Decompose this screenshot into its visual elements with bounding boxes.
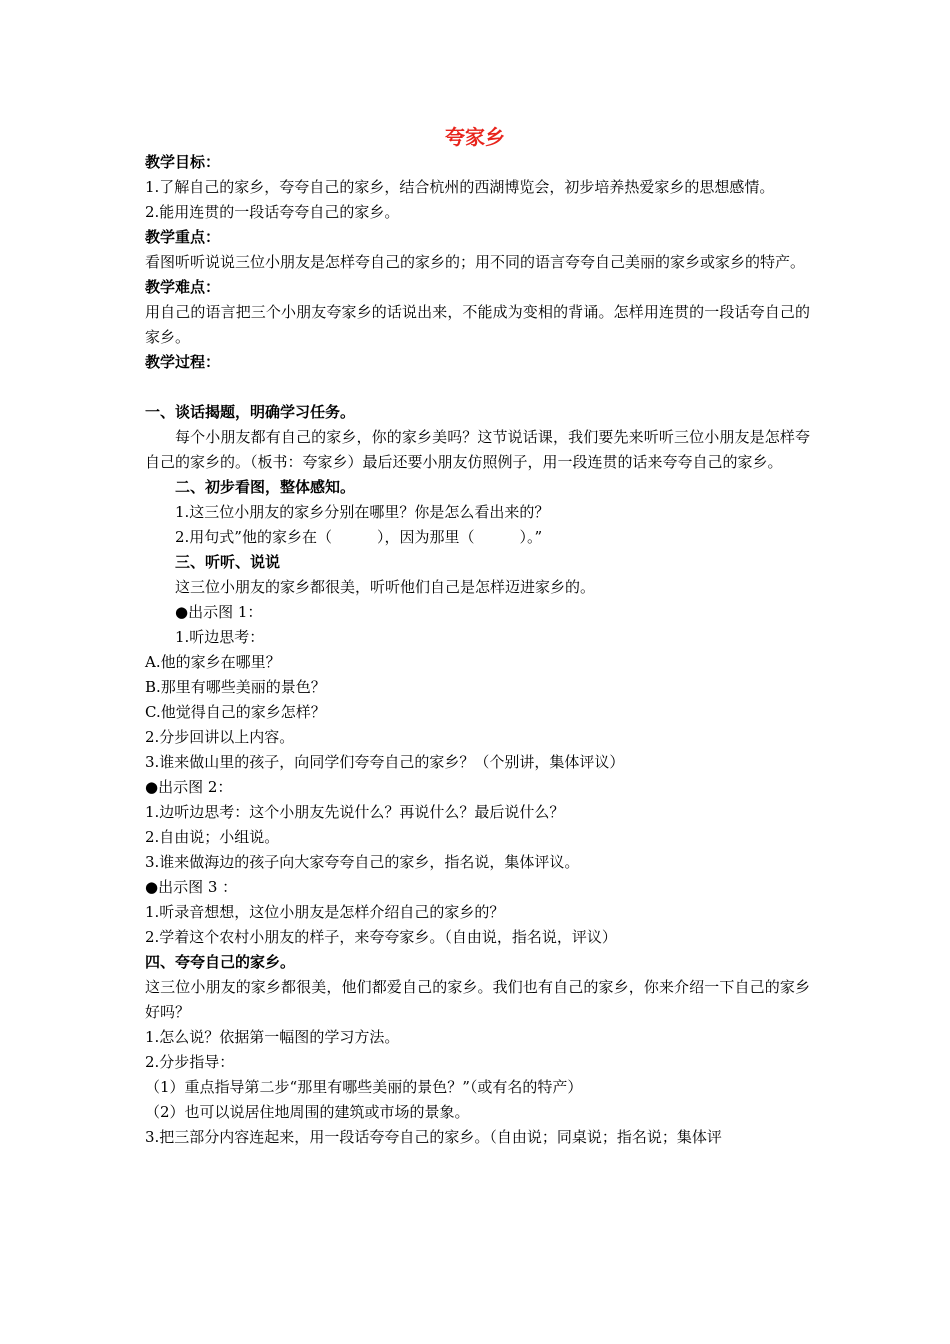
picture3-item: 2.学着这个农村小朋友的样子，来夸夸家乡。（自由说，指名说，评议） <box>145 928 617 946</box>
section4-item: 2.分步指导： <box>145 1053 235 1071</box>
picture1-question: B.那里有哪些美丽的景色？ <box>145 678 326 696</box>
picture1-item: 1.听边思考： <box>175 628 265 646</box>
picture1-item: 3.谁来做山里的孩子，向同学们夸夸自己的家乡？（个别讲，集体评议） <box>145 753 625 771</box>
picture3-item: 1.听录音想想，这位小朋友是怎样介绍自己的家乡的？ <box>145 903 505 921</box>
picture1-label: ●出示图 1： <box>175 603 263 621</box>
section4-item: 1.怎么说？依据第一幅图的学习方法。 <box>145 1028 400 1046</box>
section2-item: 2.用句式”他的家乡在（ ），因为那里（ ）。” <box>175 528 543 546</box>
document-title: 夸家乡 <box>445 125 505 149</box>
focus-heading: 教学重点： <box>145 228 221 246</box>
goal-item: 1.了解自己的家乡，夸夸自己的家乡，结合杭州的西湖博览会，初步培养热爱家乡的思想感情。 <box>145 178 775 196</box>
picture2-label: ●出示图 2： <box>145 778 233 796</box>
document-body <box>145 150 810 1150</box>
picture2-item: 1.边听边思考：这个小朋友先说什么？再说什么？最后说什么？ <box>145 803 565 821</box>
focus-text: 看图听听说说三位小朋友是怎样夸自己的家乡的；用不同的语言夸夸自己美丽的家乡或家乡的特产。 <box>145 253 806 271</box>
section4-subitem: （1）重点指导第二步“那里有哪些美丽的景色？”（或有名的特产） <box>145 1078 583 1096</box>
goal-item: 2.能用连贯的一段话夸夸自己的家乡。 <box>145 203 400 221</box>
blank-line <box>145 375 810 400</box>
section4-heading: 四、夸夸自己的家乡。 <box>145 953 296 971</box>
section2-item: 1.这三位小朋友的家乡分别在哪里？你是怎么看出来的？ <box>175 503 550 521</box>
section4-intro: 这三位小朋友的家乡都很美，他们都爱自己的家乡。我们也有自己的家乡，你来介绍一下自己的家乡好吗？ <box>145 978 810 1021</box>
picture1-question: C.他觉得自己的家乡怎样？ <box>145 703 326 721</box>
process-heading: 教学过程： <box>145 353 221 371</box>
section4-item: 3.把三部分内容连起来，用一段话夸夸自己的家乡。（自由说；同桌说；指名说；集体评 <box>145 1128 722 1146</box>
picture1-question: A.他的家乡在哪里？ <box>145 653 281 671</box>
picture3-label: ●出示图 3 ： <box>145 878 238 896</box>
section1-heading: 一、谈话揭题，明确学习任务。 <box>145 403 356 421</box>
section3-heading: 三、听听、说说 <box>175 553 281 571</box>
picture1-item: 2.分步回讲以上内容。 <box>145 728 295 746</box>
section3-intro: 这三位小朋友的家乡都很美，听听他们自己是怎样迈进家乡的。 <box>175 578 596 596</box>
picture2-item: 2.自由说；小组说。 <box>145 828 280 846</box>
picture2-item: 3.谁来做海边的孩子向大家夸夸自己的家乡，指名说，集体评议。 <box>145 853 580 871</box>
section4-subitem: （2）也可以说居住地周围的建筑或市场的景象。 <box>145 1103 470 1121</box>
difficulty-heading: 教学难点： <box>145 278 221 296</box>
section2-heading: 二、初步看图，整体感知。 <box>175 478 356 496</box>
difficulty-text: 用自己的语言把三个小朋友夸家乡的话说出来，不能成为变相的背诵。怎样用连贯的一段话夸自己的家乡。 <box>145 303 810 346</box>
section1-text: 每个小朋友都有自己的家乡，你的家乡美吗？这节说话课，我们要先来听听三位小朋友是怎样夸自己的家乡的。（板书：夸家乡）最后还要小朋友仿照例子，用一段连贯的话来夸夸自己的家乡。 <box>145 428 810 471</box>
goals-heading: 教学目标： <box>145 153 221 171</box>
